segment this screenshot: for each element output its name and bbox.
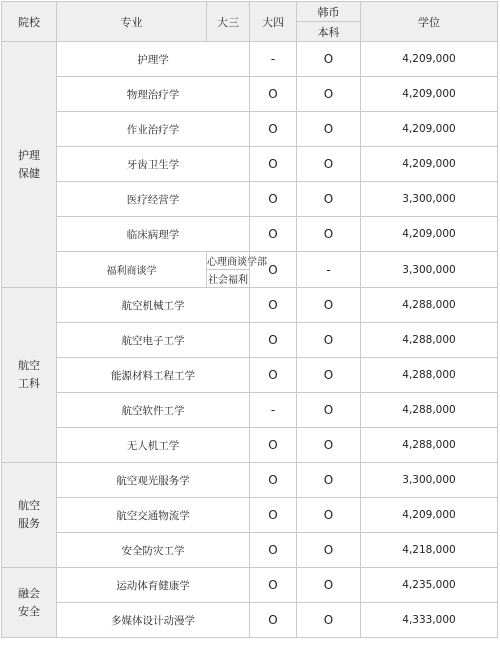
school-name-line: 服务 — [18, 517, 40, 530]
header-year3: 大三 — [207, 2, 250, 42]
major-cell: 牙齿卫生学 — [57, 147, 250, 182]
school-cell — [2, 463, 57, 568]
year4-cell: O — [297, 568, 361, 603]
header-tuition-sub: 本科 — [297, 22, 361, 42]
year4-cell: O — [297, 182, 361, 217]
tuition-cell: 4,333,000 — [361, 603, 498, 638]
year3-cell: O — [250, 182, 297, 217]
major-cell: 福利商谈学 — [57, 252, 207, 288]
school-cell — [2, 42, 57, 288]
tuition-cell: 4,209,000 — [361, 42, 498, 77]
table-row — [2, 252, 498, 270]
year4-cell: O — [297, 217, 361, 252]
major-cell: 航空观光服务学 — [57, 463, 250, 498]
year3-cell: O — [250, 463, 297, 498]
table-row — [2, 463, 498, 498]
tuition-cell: 4,288,000 — [361, 428, 498, 463]
table-row — [2, 42, 498, 77]
year4-cell: O — [297, 288, 361, 323]
tuition-cell: 3,300,000 — [361, 252, 498, 288]
year3-cell: O — [250, 323, 297, 358]
table-row — [2, 182, 498, 217]
table-row — [2, 568, 498, 603]
year4-cell: O — [297, 498, 361, 533]
year4-cell: O — [297, 77, 361, 112]
year3-cell: O — [250, 217, 297, 252]
tuition-cell: 4,288,000 — [361, 288, 498, 323]
year3-cell: O — [250, 568, 297, 603]
year3-cell: - — [250, 393, 297, 428]
year4-cell: O — [297, 112, 361, 147]
tuition-cell: 3,300,000 — [361, 182, 498, 217]
year4-cell: O — [297, 428, 361, 463]
tuition-cell: 3,300,000 — [361, 463, 498, 498]
major-cell: 航空软件工学 — [57, 393, 250, 428]
major-cell: 航空交通物流学 — [57, 498, 250, 533]
year3-cell: O — [250, 147, 297, 182]
school-name-line: 保健 — [18, 166, 40, 180]
year4-cell: O — [297, 323, 361, 358]
year3-cell: O — [250, 533, 297, 568]
year4-cell: O — [297, 603, 361, 638]
table-row — [2, 288, 498, 323]
major-cell: 临床病理学 — [57, 217, 250, 252]
school-cell — [2, 568, 57, 638]
school-name-line: 航空 — [18, 499, 40, 512]
year3-cell: O — [250, 288, 297, 323]
year3-cell: - — [250, 42, 297, 77]
major-cell: 运动体育健康学 — [57, 568, 250, 603]
school-name-line: 航空 — [18, 359, 40, 372]
year3-cell: O — [250, 358, 297, 393]
year4-cell: O — [297, 463, 361, 498]
header-degree: 学位 — [361, 2, 498, 42]
year4-cell: - — [297, 252, 361, 288]
year3-cell: O — [250, 112, 297, 147]
tuition-cell: 4,288,000 — [361, 393, 498, 428]
school-cell — [2, 288, 57, 463]
major-cell: 能源材料工程工学 — [57, 358, 250, 393]
year3-cell: O — [250, 252, 297, 288]
header-row — [2, 2, 498, 22]
table-row — [2, 393, 498, 428]
school-name-line: 护理 — [18, 148, 40, 162]
year4-cell: O — [297, 147, 361, 182]
table-row — [2, 603, 498, 638]
sub-major-cell: 社会福利 — [207, 270, 250, 288]
table-row — [2, 147, 498, 182]
major-cell: 无人机工学 — [57, 428, 250, 463]
table-row — [2, 358, 498, 393]
table-row — [2, 533, 498, 568]
year3-cell: O — [250, 498, 297, 533]
major-cell: 护理学 — [57, 42, 250, 77]
major-cell: 多媒体设计动漫学 — [57, 603, 250, 638]
tuition-cell: 4,288,000 — [361, 323, 498, 358]
header-tuition: 韩币 — [297, 2, 361, 22]
year4-cell: O — [297, 42, 361, 77]
table-row — [2, 112, 498, 147]
tuition-cell: 4,209,000 — [361, 77, 498, 112]
table-body — [2, 42, 498, 638]
school-name-line: 安全 — [18, 604, 40, 618]
tuition-cell: 4,209,000 — [361, 147, 498, 182]
header-year4: 大四 — [250, 2, 297, 42]
school-name-line: 融会 — [18, 586, 40, 600]
major-cell: 航空电子工学 — [57, 323, 250, 358]
major-cell: 安全防灾工学 — [57, 533, 250, 568]
major-cell: 航空机械工学 — [57, 288, 250, 323]
table-row — [2, 217, 498, 252]
major-cell: 物理治疗学 — [57, 77, 250, 112]
sub-major-cell: 心理商谈学部 — [207, 252, 250, 270]
major-cell: 作业治疗学 — [57, 112, 250, 147]
year3-cell: O — [250, 77, 297, 112]
table-row — [2, 323, 498, 358]
tuition-cell: 4,218,000 — [361, 533, 498, 568]
year3-cell: O — [250, 428, 297, 463]
major-cell: 医疗经营学 — [57, 182, 250, 217]
year4-cell: O — [297, 393, 361, 428]
school-name-line: 工科 — [18, 377, 40, 390]
tuition-cell: 4,209,000 — [361, 217, 498, 252]
tuition-cell: 4,235,000 — [361, 568, 498, 603]
tuition-cell: 4,209,000 — [361, 498, 498, 533]
table-row — [2, 498, 498, 533]
year4-cell: O — [297, 533, 361, 568]
tuition-cell: 4,288,000 — [361, 358, 498, 393]
table-row — [2, 77, 498, 112]
tuition-table — [1, 1, 498, 638]
header-major: 专业 — [57, 2, 207, 42]
year4-cell: O — [297, 358, 361, 393]
tuition-cell: 4,209,000 — [361, 112, 498, 147]
table-row — [2, 428, 498, 463]
header-school: 院校 — [2, 2, 57, 42]
year3-cell: O — [250, 603, 297, 638]
